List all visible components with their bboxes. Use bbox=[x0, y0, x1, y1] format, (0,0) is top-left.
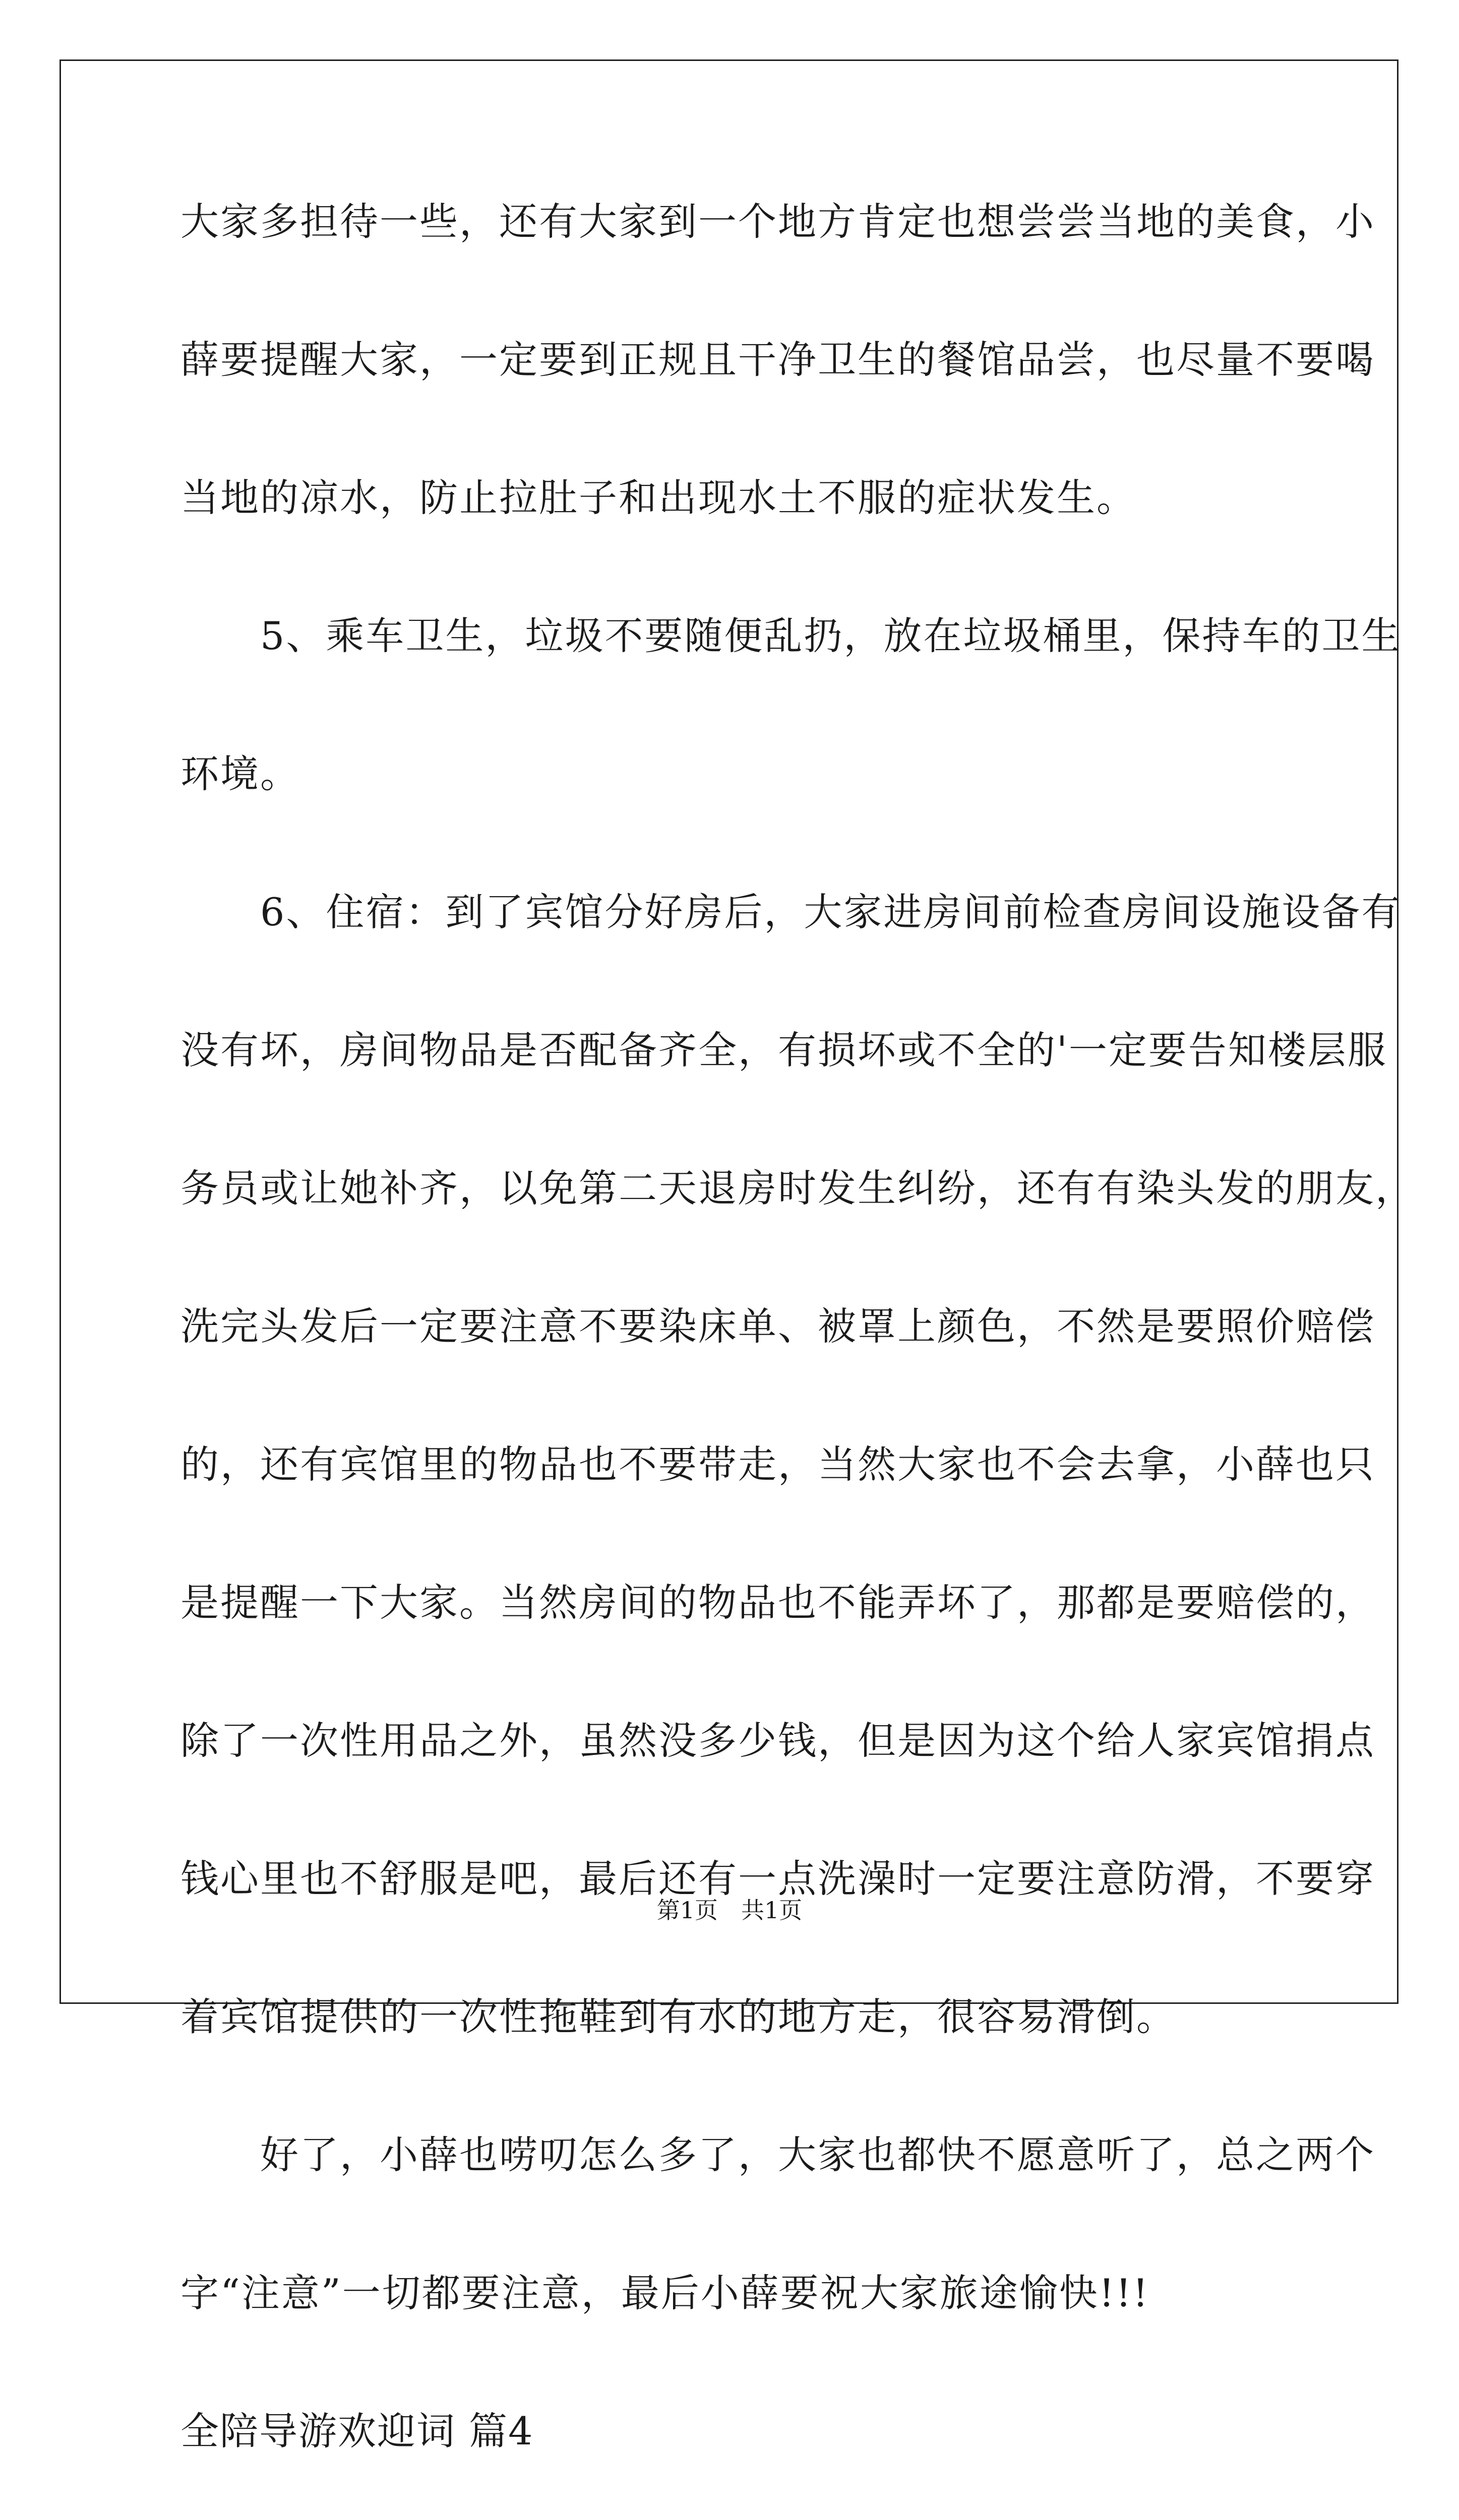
document-body bbox=[180, 198, 1415, 2520]
paragraph-line: 的，还有宾馆里的物品也不要带走，当然大家也不会去拿，小薛也只 bbox=[180, 1442, 1375, 1487]
paragraph-line: 大家多担待一些，还有大家到一个地方肯定也想尝尝当地的美食，小 bbox=[180, 199, 1375, 244]
page-footer: 第1页 共1页 bbox=[656, 1897, 803, 1924]
section-heading: 全陪导游欢迎词 篇4 bbox=[180, 2409, 534, 2453]
paragraph-line: 钱心里也不舒服是吧，最后还有一点洗澡时一定要注意防滑，不要穿 bbox=[180, 1856, 1375, 1901]
paragraph-line: 6、住宿：到了宾馆分好房后，大家进房间前检查房间设施设备有 bbox=[180, 890, 1402, 934]
paragraph-line: 5、乘车卫生，垃圾不要随便乱扔，放在垃圾桶里，保持车的卫生 bbox=[180, 613, 1402, 658]
paragraph-line: 除了一次性用品之外，虽然没多少钱，但是因为这个给人家宾馆捐点 bbox=[180, 1718, 1375, 1763]
paragraph-line: 务员或让她补齐，以免第二天退房时发生纠纷，还有有染头发的朋友， bbox=[180, 1166, 1415, 1211]
paragraph-line: 没有坏，房间物品是否配备齐全，有损坏或不全的'一定要告知楼层服 bbox=[180, 1028, 1387, 1073]
paragraph-line: 薛要提醒大家，一定要到正规且干净卫生的餐馆品尝，也尽量不要喝 bbox=[180, 337, 1375, 382]
paragraph-line: 好了，小薛也唠叨怎么多了，大家也都快不愿意听了，总之两个 bbox=[180, 2132, 1375, 2177]
paragraph-line: 字“注意”一切都要注意，最后小薛要祝大家旅途愉快!!! bbox=[180, 2271, 1150, 2315]
paragraph-line: 环境。 bbox=[180, 751, 300, 796]
paragraph-line: 是提醒一下大家。当然房间的物品也不能弄坏了，那都是要赔偿的， bbox=[180, 1580, 1375, 1625]
paragraph-line: 洗完头发后一定要注意不要染床单、被罩上颜色，不然是要照价赔偿 bbox=[180, 1304, 1375, 1349]
paragraph-line: 着宾馆提供的一次性拖鞋到有水的地方走，很容易滑倒。 bbox=[180, 1994, 1176, 2039]
paragraph-line: 当地的凉水，防止拉肚子和出现水土不服的症状发生。 bbox=[180, 475, 1136, 520]
